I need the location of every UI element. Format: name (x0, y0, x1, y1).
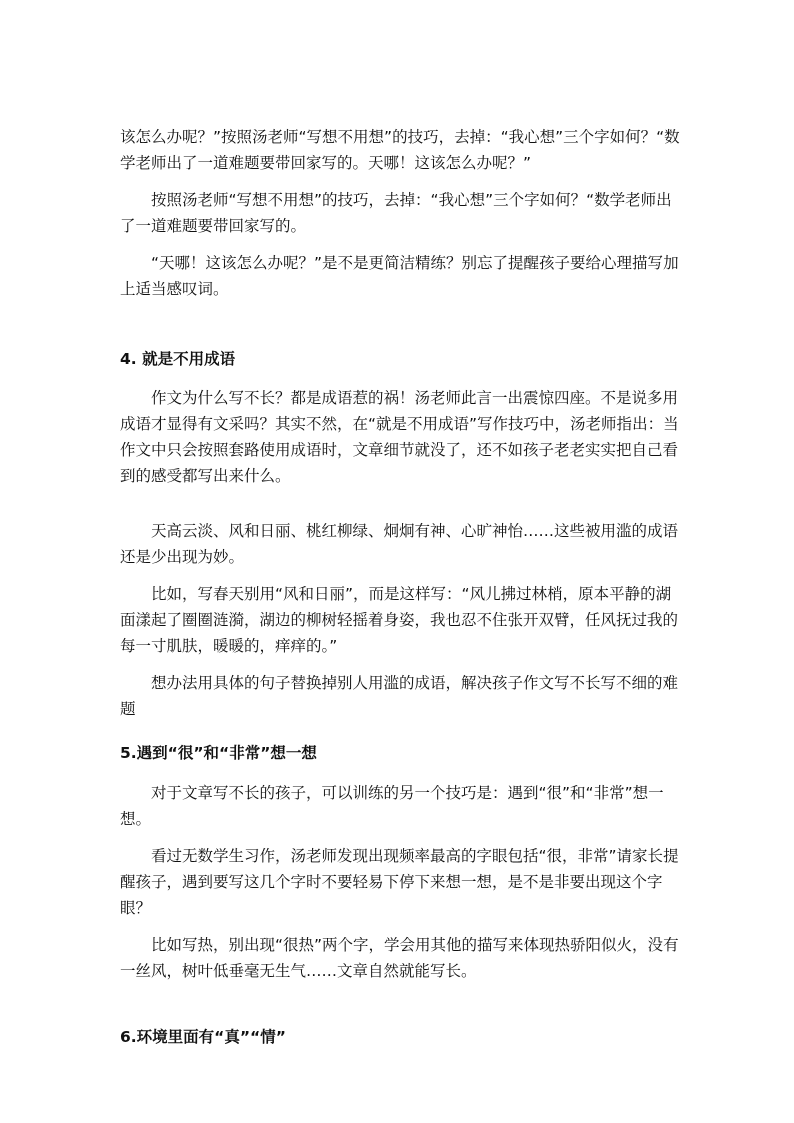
section-heading: 4. 就是不用成语 (120, 350, 236, 368)
paragraph: 按照汤老师“写想不用想”的技巧，去掉：“我心想”三个字如何？“数学老师出了一道难题要带回家写的。 (120, 191, 672, 235)
paragraph: 看过无数学生习作，汤老师发现出现频率最高的字眼包括“很，非常”请家长提醒孩子，遇到要写这几个字时不要轻易下停下来想一想，是不是非要出现这个字眼？ (120, 847, 679, 917)
paragraph: 对于文章写不长的孩子，可以训练的另一个技巧是：遇到“很”和“非常”想一想。 (120, 784, 664, 828)
paragraph: 天高云淡、风和日丽、桃红柳绿、炯炯有神、心旷神怡……这些被用滥的成语还是少出现为妙。 (120, 522, 679, 566)
section-heading: 6.环境里面有“真”“情” (120, 1028, 286, 1046)
paragraph: 想办法用具体的句子替换掉别人用滥的成语，解决孩子作文写不长写不细的难题 (120, 674, 679, 718)
paragraph: 该怎么办呢？”按照汤老师“写想不用想”的技巧，去掉：“我心想”三个字如何？“数学老师出了一道难题要带回家写的。天哪！这该怎么办呢？” (120, 128, 680, 172)
paragraph: 比如写热，别出现“很热”两个字，学会用其他的描写来体现热骄阳似火，没有一丝风，树叶低垂毫无生气……文章自然就能写长。 (120, 936, 679, 980)
paragraph: “天哪！这该怎么办呢？”是不是更简洁精练？别忘了提醒孩子要给心理描写加上适当感叹词。 (120, 254, 679, 298)
section-heading: 5.遇到“很”和“非常”想一想 (120, 744, 317, 762)
paragraph: 作文为什么写不长？都是成语惹的祸！汤老师此言一出震惊四座。不是说多用成语才显得有文采吗？其实不然，在“就是不用成语”写作技巧中，汤老师指出：当作文中只会按照套路使用成语时，文章细节就没了，还不如孩子老老实实把自己看到的感受都写出来什么。 (120, 389, 679, 485)
paragraph: 比如，写春天别用“风和日丽”，而是这样写：“风儿拂过林梢，原本平静的湖面漾起了圈圈涟漪，湖边的柳树轻摇着身姿，我也忍不住张开双臂，任风抚过我的每一寸肌肤，暖暖的，痒痒的。” (120, 585, 679, 655)
